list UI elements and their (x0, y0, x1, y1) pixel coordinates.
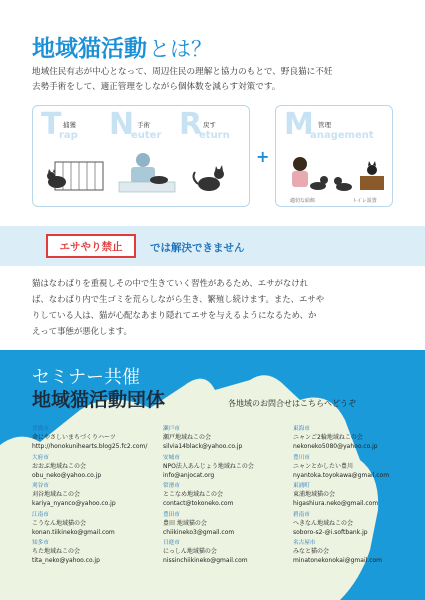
neuter-word: euter (131, 130, 162, 141)
org-city: 常滑市 (163, 483, 180, 489)
org-name: こうなん地域猫の会 (32, 519, 87, 527)
return-stage (179, 107, 249, 205)
org-name: ニャンとかしたい豊川 (293, 462, 354, 470)
org-entry (32, 425, 150, 454)
org-city: 東浦町 (293, 483, 310, 489)
org-name: 命にやさしいまちづくりハーツ (32, 434, 116, 441)
return-word: eturn (199, 130, 230, 141)
title-main: 地域猫活動 (32, 36, 147, 62)
org-name: 刈谷地域ねこの会 (32, 491, 81, 498)
org-contact[interactable]: obu_neko@yahoo.co.jp (32, 471, 102, 479)
management-stage (284, 107, 394, 205)
org-city: 豊田市 (163, 511, 180, 518)
management-letter: M (284, 107, 314, 142)
trap-letter: T (41, 107, 62, 142)
page-title (32, 30, 212, 63)
org-city: 大府市 (32, 454, 49, 461)
management-jp: 管理 (318, 121, 331, 129)
org-entry (163, 425, 281, 454)
org-contact[interactable]: minatonekonokai@gmail.com (293, 557, 383, 564)
feeding-icon (284, 154, 390, 196)
org-entry (163, 511, 281, 540)
org-city: 東海市 (293, 426, 310, 432)
org-contact[interactable]: soboro-s2-@i.softbank.jp (293, 528, 368, 536)
intro-line: 地域住民有志が中心となって、周辺住民の理解と協力のもとで、野良猫に不妊 (32, 67, 333, 77)
org-name: にっしん地域猫の会 (163, 548, 217, 555)
org-name: 豊田 地域猫の会 (163, 519, 207, 527)
org-contact[interactable]: http://honokunihearts.blog25.fc2.com/ (32, 443, 148, 450)
org-name: みなと猫の会 (293, 548, 330, 555)
seminar-subheading: 地域猫活動団体 (32, 389, 166, 411)
body-line: りしている人は、猫が心配なあまり隠れてエサを与えるようになるため、か (32, 310, 317, 320)
management-panel (275, 105, 393, 207)
cage-icon (43, 158, 107, 194)
org-name: ちた地域ねこの会 (32, 548, 81, 555)
org-entry (32, 482, 150, 511)
plus-sign: + (256, 147, 270, 166)
body-line: ば、なわばり内で生ゴミを荒らしながら生き、繁殖し続けます。また、エサや (32, 294, 325, 304)
org-entry (32, 454, 150, 483)
org-contact[interactable]: higashiura.neko@gmail.com (293, 500, 379, 507)
management-word: anagement (310, 130, 374, 141)
org-city: 名古屋市 (293, 540, 316, 546)
neuter-stage (109, 107, 181, 205)
trap-word: rap (59, 130, 78, 141)
org-entry (293, 425, 411, 454)
org-entry (32, 511, 150, 540)
tnr-panel (32, 105, 250, 207)
org-entry (293, 511, 411, 540)
trap-stage (41, 107, 111, 205)
org-contact[interactable]: contact@tokoneko.com (163, 500, 234, 507)
cat-icon (187, 160, 243, 196)
feeding-label: 適切な給餌 (290, 198, 316, 204)
org-contact[interactable]: silvia14black@yahoo.co.jp (163, 443, 243, 450)
body-line: えって事態が悪化します。 (32, 326, 132, 336)
return-letter: R (179, 107, 203, 142)
org-city: 豊川市 (293, 454, 310, 461)
org-city: 安城市 (163, 454, 180, 461)
org-entry (293, 454, 411, 483)
org-city: 碧南市 (293, 511, 310, 518)
org-contact[interactable]: nissinchiikineko@gmail.com (163, 557, 248, 564)
org-city: 日進市 (163, 540, 180, 546)
seminar-note: 各地域のお問合せはこちらへどうぞ (228, 399, 356, 408)
org-name: とこなめ地域ねこの会 (163, 491, 224, 498)
org-contact[interactable]: info@anjocat.org (163, 471, 215, 479)
explanation-text (32, 275, 400, 339)
intro-text (32, 65, 400, 95)
warning-badge: エサやり禁止 (46, 234, 136, 258)
vet-icon (115, 150, 179, 196)
org-city: 刈谷市 (32, 483, 49, 489)
org-entry (293, 482, 411, 511)
org-city: 豊橋市 (32, 426, 49, 432)
org-contact[interactable]: kariya_nyanco@yahoo.co.jp (32, 500, 116, 507)
neuter-jp: 手術 (137, 121, 150, 129)
org-contact[interactable]: tita_neko@yahoo.co.jp (32, 557, 100, 564)
org-name: NPO法人あんじょう地域ねこの会 (163, 462, 254, 470)
trap-jp: 捕獲 (63, 121, 76, 129)
org-column-3 (293, 425, 411, 568)
body-line: 猫はなわばりを重視しその中で生きていく習性があるため、エサがなけれ (32, 278, 309, 288)
org-name: おおぶ地域ねこの会 (32, 462, 87, 470)
toilet-label: トイレ設置 (352, 198, 377, 204)
org-contact[interactable]: nyantoka.toyokawa@gmail.com (293, 471, 390, 479)
title-suffix: とは？ (149, 37, 212, 61)
org-name: 瀬戸地域ねこの会 (163, 434, 212, 441)
org-column-2 (163, 425, 281, 568)
org-contact[interactable]: konan.tiikineko@gmail.com (32, 528, 115, 536)
org-city: 江南市 (32, 511, 49, 518)
warning-text: では解決できません (150, 242, 245, 254)
org-city: 知多市 (32, 540, 49, 546)
org-entry (163, 454, 281, 483)
intro-line: 去勢手術をして、適正管理をしながら個体数を減らす対策です。 (32, 82, 281, 92)
org-entry (163, 482, 281, 511)
org-entry (293, 539, 411, 568)
return-jp: 戻す (203, 121, 216, 129)
org-name: ニャンご2輪地域ねこの会 (293, 434, 363, 441)
org-contact[interactable]: nekoneko5080@yahoo.co.jp (293, 443, 378, 450)
neuter-letter: N (109, 107, 135, 142)
org-entry (32, 539, 150, 568)
org-city: 瀬戸市 (163, 426, 180, 432)
org-column-1 (32, 425, 150, 568)
org-name: 東浦地域猫の会 (293, 491, 336, 498)
org-contact[interactable]: chiikineko3@gmail.com (163, 528, 235, 536)
seminar-heading: セミナー共催 (32, 367, 140, 388)
org-entry (163, 539, 281, 568)
org-name: へきなん地域ねこの会 (293, 519, 354, 527)
